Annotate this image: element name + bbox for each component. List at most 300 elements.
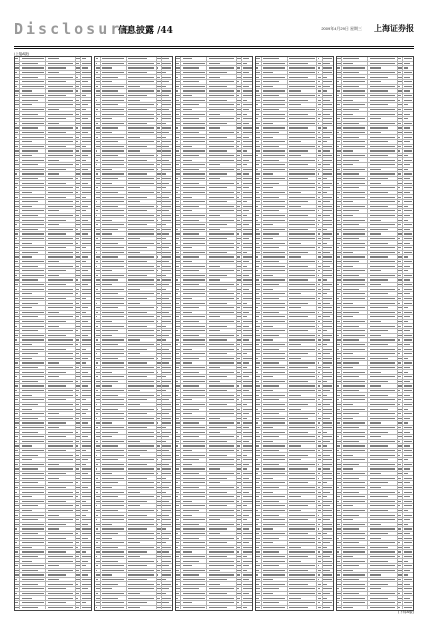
fine-print-text [22, 422, 44, 423]
fine-print-text [183, 399, 193, 400]
fine-print-text [48, 574, 66, 575]
fine-print-text [323, 404, 329, 405]
fine-print-text [176, 482, 178, 483]
table-cell [127, 476, 157, 480]
table-cell [181, 89, 207, 93]
table-cell [127, 223, 157, 227]
fine-print-text [209, 160, 234, 161]
fine-print-text [162, 330, 171, 331]
table-cell [207, 209, 237, 213]
fine-print-text [15, 473, 19, 474]
fine-print-text [237, 197, 239, 198]
fine-print-text [256, 376, 260, 377]
fine-print-text [256, 372, 258, 373]
fine-print-text [256, 367, 259, 368]
fine-print-text [22, 224, 44, 225]
fine-print-text [289, 243, 300, 244]
fine-print-text [318, 150, 322, 151]
fine-print-text [289, 123, 314, 124]
fine-print-text [209, 270, 234, 271]
table-cell [323, 131, 333, 135]
table-cell [181, 251, 207, 255]
fine-print-text [209, 353, 227, 354]
fine-print-text [96, 150, 98, 151]
fine-print-text [157, 63, 160, 64]
table-cell [20, 375, 46, 379]
table-cell [46, 264, 76, 268]
fine-print-text [318, 289, 322, 290]
fine-print-text [237, 409, 240, 410]
table-cell [181, 486, 207, 490]
fine-print-text [76, 206, 80, 207]
fine-print-text [96, 86, 99, 87]
table-cell [207, 523, 237, 527]
fine-print-text [162, 432, 171, 433]
continuation-label: (上接A版) [14, 52, 30, 56]
table-cell [81, 518, 91, 522]
table-cell [162, 564, 172, 568]
table-cell [20, 246, 46, 250]
table-cell [81, 421, 91, 425]
fine-print-text [48, 293, 73, 294]
table-cell [127, 481, 157, 485]
table-cell [162, 541, 172, 545]
fine-print-text [76, 556, 79, 557]
table-cell [242, 513, 252, 517]
table-cell [101, 297, 127, 301]
fine-print-text [128, 238, 139, 239]
fine-print-text [263, 210, 279, 211]
table-cell [288, 444, 318, 448]
fine-print-text [209, 100, 227, 101]
table-cell [162, 495, 172, 499]
fine-print-text [22, 385, 44, 386]
fine-print-text [76, 312, 80, 313]
table-cell [242, 453, 252, 457]
fine-print-text [128, 164, 153, 165]
fine-print-text [209, 422, 234, 423]
fine-print-text [209, 86, 227, 87]
table-column [255, 56, 333, 611]
fine-print-text [96, 607, 98, 608]
fine-print-text [82, 390, 91, 391]
fine-print-text [157, 376, 161, 377]
fine-print-text [76, 404, 79, 405]
table-cell [101, 274, 127, 278]
fine-print-text [256, 478, 260, 479]
table-cell [181, 195, 207, 199]
table-cell [323, 57, 333, 61]
fine-print-text [128, 178, 153, 179]
fine-print-text [96, 63, 98, 64]
fine-print-text [157, 210, 161, 211]
table-cell [288, 232, 318, 236]
fine-print-text [22, 524, 44, 525]
fine-print-text [22, 487, 44, 488]
fine-print-text [96, 243, 100, 244]
table-cell [162, 122, 172, 126]
fine-print-text [157, 160, 161, 161]
table-cell [127, 435, 157, 439]
fine-print-text [289, 160, 314, 161]
fine-print-text [318, 482, 322, 483]
table-cell [207, 269, 237, 273]
fine-print-text [22, 588, 44, 589]
fine-print-text [183, 441, 205, 442]
fine-print-text [102, 450, 124, 451]
fine-print-text [162, 137, 166, 138]
table-cell [81, 255, 91, 259]
table-cell [242, 89, 252, 93]
fine-print-text [82, 233, 88, 234]
table-cell [262, 223, 288, 227]
table-cell [181, 403, 207, 407]
fine-print-text [209, 335, 234, 336]
fine-print-text [15, 482, 19, 483]
table-cell [162, 292, 172, 296]
fine-print-text [96, 524, 100, 525]
fine-print-text [48, 478, 59, 479]
table-cell [81, 172, 91, 176]
table-cell [242, 311, 252, 315]
fine-print-text [209, 275, 227, 276]
fine-print-text [102, 473, 112, 474]
fine-print-text [323, 321, 332, 322]
table-cell [262, 154, 288, 158]
fine-print-text [48, 598, 73, 599]
fine-print-text [323, 164, 329, 165]
fine-print-text [243, 275, 249, 276]
fine-print-text [318, 445, 322, 446]
fine-print-text [176, 109, 180, 110]
fine-print-text [209, 233, 234, 234]
fine-print-text [96, 224, 99, 225]
fine-print-text [102, 413, 124, 414]
fine-print-text [76, 353, 79, 354]
fine-print-text [289, 114, 307, 115]
table-cell [207, 57, 237, 61]
fine-print-text [209, 418, 220, 419]
fine-print-text [243, 187, 249, 188]
fine-print-text [289, 247, 314, 248]
table-cell [162, 472, 172, 476]
fine-print-text [82, 321, 88, 322]
table-cell [46, 527, 76, 531]
table-cell [81, 80, 91, 84]
fine-print-text [237, 81, 239, 82]
fine-print-text [323, 381, 327, 382]
fine-print-text [243, 279, 252, 280]
table-cell [181, 71, 207, 75]
table-cell [288, 435, 318, 439]
fine-print-text [183, 169, 199, 170]
fine-print-text [237, 150, 241, 151]
fine-print-text [22, 293, 32, 294]
fine-print-text [162, 409, 171, 410]
fine-print-text [102, 233, 112, 234]
table-cell [162, 80, 172, 84]
table-cell [127, 500, 157, 504]
fine-print-text [176, 210, 180, 211]
fine-print-text [157, 404, 161, 405]
table-cell [323, 251, 333, 255]
table-cell [162, 306, 172, 310]
table-cell [207, 500, 237, 504]
fine-print-text [256, 243, 259, 244]
table-cell [323, 218, 333, 222]
fine-print-text [96, 275, 99, 276]
table-cell [323, 269, 333, 273]
table-cell [207, 564, 237, 568]
fine-print-text [243, 353, 247, 354]
fine-print-text [157, 58, 161, 59]
fine-print-text [128, 293, 153, 294]
table-cell [288, 85, 318, 89]
fine-print-text [209, 215, 220, 216]
table-cell [20, 172, 46, 176]
fine-print-text [318, 441, 322, 442]
fine-print-text [256, 450, 260, 451]
fine-print-text [157, 90, 160, 91]
fine-print-text [256, 132, 260, 133]
fine-print-text [209, 339, 227, 340]
table-cell [262, 366, 288, 370]
table-cell [20, 283, 46, 287]
fine-print-text [157, 275, 161, 276]
table-cell [81, 112, 91, 116]
table-cell [127, 375, 157, 379]
fine-print-text [243, 598, 252, 599]
fine-print-text [263, 321, 285, 322]
fine-print-text [15, 418, 19, 419]
table-cell [262, 384, 288, 388]
table-cell [162, 440, 172, 444]
table-cell [20, 315, 46, 319]
fine-print-text [256, 210, 260, 211]
fine-print-text [176, 381, 178, 382]
table-cell [127, 384, 157, 388]
fine-print-text [323, 284, 332, 285]
fine-print-text [176, 464, 180, 465]
fine-print-text [96, 376, 99, 377]
fine-print-text [48, 123, 59, 124]
table-cell [262, 122, 288, 126]
fine-print-text [102, 547, 118, 548]
table-cell [101, 463, 127, 467]
table-cell [242, 80, 252, 84]
table-cell [207, 98, 237, 102]
fine-print-text [323, 473, 332, 474]
table-cell [207, 555, 237, 559]
fine-print-text [76, 362, 80, 363]
table-cell [181, 301, 207, 305]
table-cell [323, 370, 333, 374]
fine-print-text [48, 63, 73, 64]
table-cell [81, 122, 91, 126]
table-cell [242, 163, 252, 167]
fine-print-text [76, 326, 80, 327]
fine-print-text [256, 459, 258, 460]
fine-print-text [243, 404, 247, 405]
table-cell [242, 449, 252, 453]
fine-print-text [96, 556, 98, 557]
fine-print-text [183, 252, 205, 253]
fine-print-text [22, 72, 44, 73]
fine-print-text [96, 321, 100, 322]
table-cell [101, 592, 127, 596]
fine-print-text [96, 473, 100, 474]
fine-print-text [48, 215, 73, 216]
table-cell [162, 592, 172, 596]
table-cell [288, 398, 318, 402]
fine-print-text [22, 252, 38, 253]
fine-print-text [183, 584, 205, 585]
table-cell [162, 324, 172, 328]
fine-print-text [243, 505, 247, 506]
fine-print-text [102, 178, 118, 179]
fine-print-text [183, 146, 193, 147]
fine-print-text [318, 164, 322, 165]
table-cell [288, 89, 318, 93]
fine-print-text [82, 289, 91, 290]
table-cell [101, 223, 127, 227]
table-cell [181, 292, 207, 296]
fine-print-text [256, 72, 260, 73]
fine-print-text [209, 441, 227, 442]
fine-print-text [48, 192, 73, 193]
fine-print-text [176, 256, 180, 257]
fine-print-text [15, 77, 19, 78]
table-cell [46, 320, 76, 324]
table-cell [288, 343, 318, 347]
fine-print-text [128, 602, 146, 603]
fine-print-text [102, 445, 118, 446]
fine-print-text [48, 395, 73, 396]
fine-print-text [82, 570, 91, 571]
table-cell [207, 255, 237, 259]
fine-print-text [128, 146, 146, 147]
fine-print-text [289, 436, 314, 437]
fine-print-text [209, 579, 227, 580]
table-cell [242, 361, 252, 365]
fine-print-text [237, 206, 240, 207]
fine-print-text [176, 501, 180, 502]
fine-print-text [82, 229, 91, 230]
table-cell [81, 94, 91, 98]
fine-print-text [157, 279, 160, 280]
table-cell [127, 66, 157, 70]
fine-print-text [96, 441, 99, 442]
fine-print-text [209, 598, 234, 599]
fine-print-text [157, 127, 160, 128]
fine-print-text [15, 160, 18, 161]
fine-print-text [82, 501, 86, 502]
fine-print-text [237, 528, 241, 529]
fine-print-text [76, 487, 80, 488]
table-cell [46, 573, 76, 577]
table-cell [127, 89, 157, 93]
fine-print-text [82, 422, 88, 423]
fine-print-text [102, 127, 118, 128]
table-cell [288, 177, 318, 181]
fine-print-text [263, 243, 285, 244]
fine-print-text [289, 118, 314, 119]
fine-print-text [76, 243, 78, 244]
fine-print-text [209, 293, 234, 294]
fine-print-text [128, 547, 153, 548]
fine-print-text [176, 100, 179, 101]
table-cell [46, 214, 76, 218]
fine-print-text [82, 316, 91, 317]
table-cell [81, 103, 91, 107]
fine-print-text [289, 478, 314, 479]
fine-print-text [162, 376, 166, 377]
fine-print-text [96, 464, 99, 465]
fine-print-text [15, 146, 18, 147]
fine-print-text [22, 90, 32, 91]
table-cell [207, 191, 237, 195]
table-cell [20, 509, 46, 513]
table-cell [242, 564, 252, 568]
fine-print-text [157, 492, 161, 493]
fine-print-text [48, 307, 73, 308]
fine-print-text [48, 256, 73, 257]
fine-print-text [102, 252, 124, 253]
fine-print-text [263, 201, 285, 202]
fine-print-text [176, 86, 179, 87]
table-cell [81, 403, 91, 407]
fine-print-text [176, 515, 180, 516]
fine-print-text [102, 187, 124, 188]
fine-print-text [157, 422, 159, 423]
fine-print-text [243, 224, 249, 225]
fine-print-text [82, 515, 86, 516]
fine-print-text [96, 72, 99, 73]
fine-print-text [162, 607, 171, 608]
fine-print-text [102, 515, 124, 516]
table-cell [323, 329, 333, 333]
fine-print-text [318, 173, 320, 174]
table-cell [81, 504, 91, 508]
fine-print-text [15, 524, 19, 525]
fine-print-text [318, 390, 322, 391]
table-cell [81, 569, 91, 573]
fine-print-text [209, 376, 227, 377]
fine-print-text [162, 298, 168, 299]
fine-print-text [22, 339, 44, 340]
fine-print-text [263, 335, 279, 336]
fine-print-text [22, 538, 44, 539]
fine-print-text [323, 459, 332, 460]
fine-print-text [102, 326, 124, 327]
table-cell [181, 546, 207, 550]
fine-print-text [15, 247, 18, 248]
table-cell [81, 587, 91, 591]
fine-print-text [82, 574, 88, 575]
table-cell [46, 251, 76, 255]
table-cell [127, 274, 157, 278]
table-cell [127, 467, 157, 471]
table-cell [181, 311, 207, 315]
fine-print-text [102, 588, 112, 589]
table-cell [101, 158, 127, 162]
fine-print-text [263, 455, 285, 456]
fine-print-text [102, 58, 124, 59]
table-cell [323, 320, 333, 324]
fine-print-text [15, 487, 18, 488]
fine-print-text [237, 326, 241, 327]
table-cell [242, 154, 252, 158]
